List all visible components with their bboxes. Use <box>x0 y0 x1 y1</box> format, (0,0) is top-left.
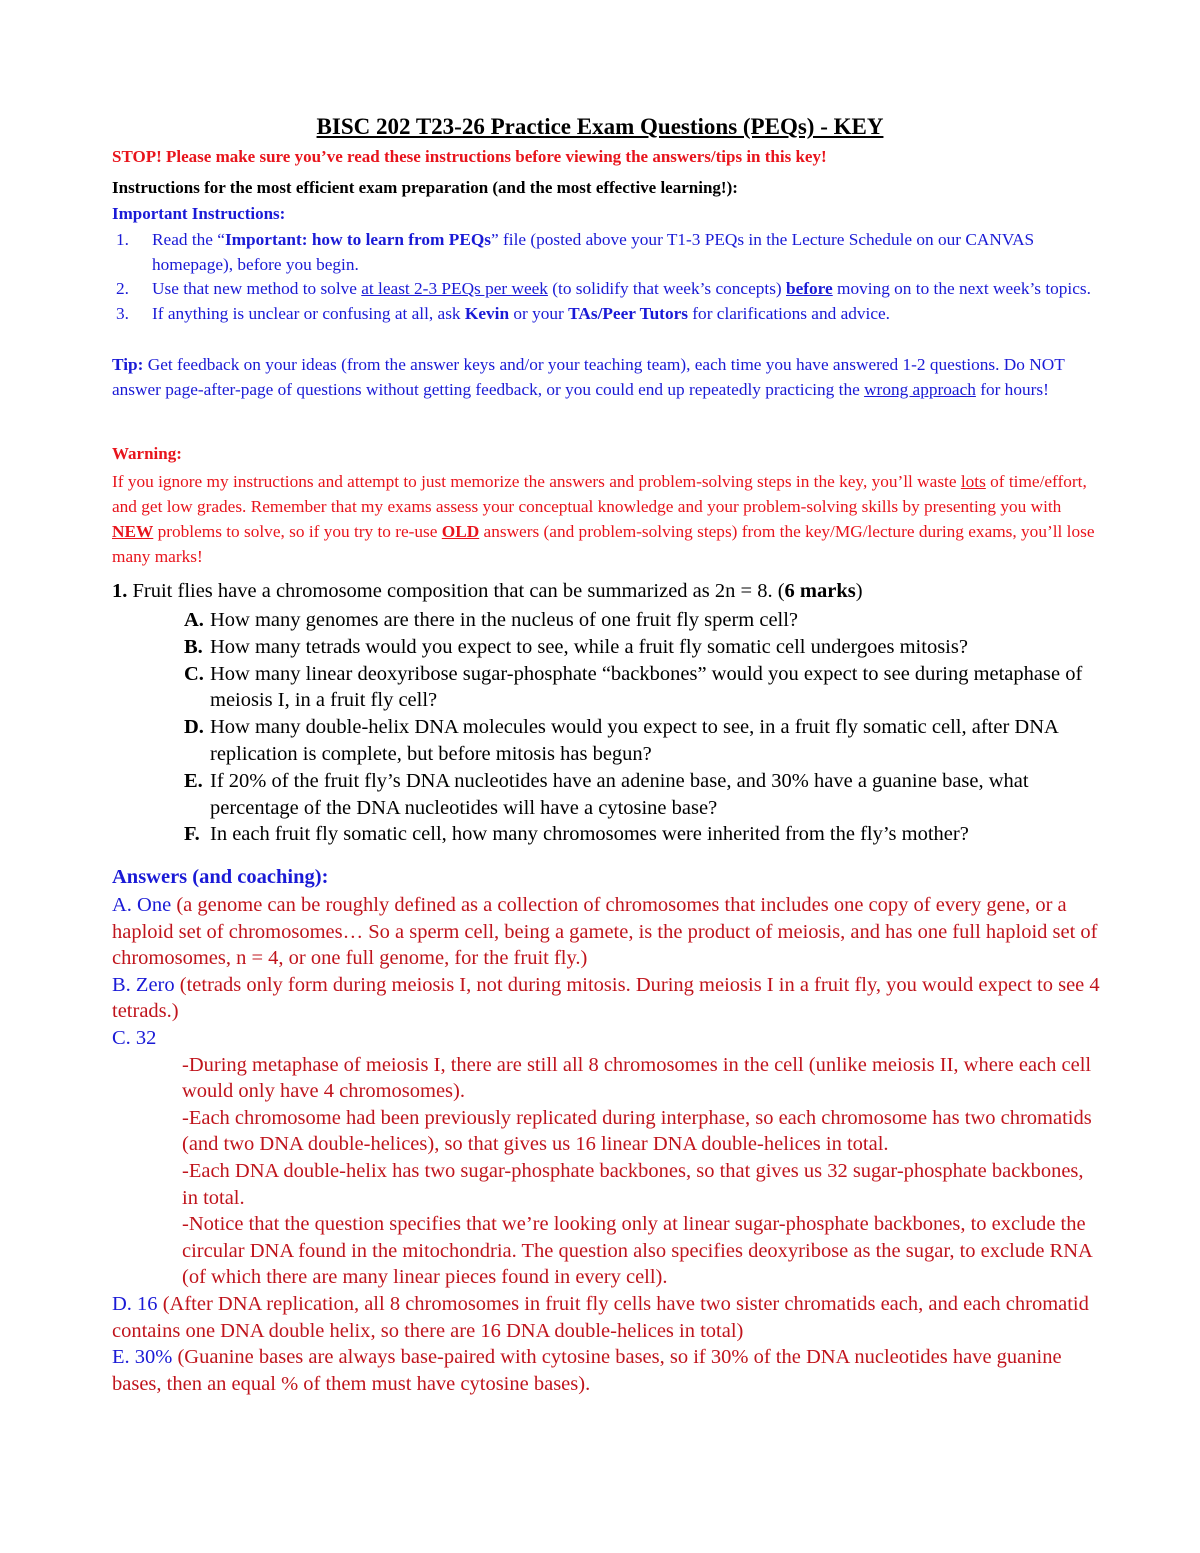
warning-heading: Warning: <box>112 444 182 463</box>
question-part: D. How many double-helix DNA molecules would you expect to see, in a fruit fly somatic cell, after DNA replication is complete, but before mitosis has begun? <box>184 716 1058 765</box>
page-title: BISC 202 T23-26 Practice Exam Questions (PEQs) - KEY <box>316 114 884 139</box>
stop-notice: STOP! Please make sure you’ve read these instructions before viewing the answers/tips in this key! <box>112 147 827 166</box>
answer-c-point: -Notice that the question specifies that we’re looking only at linear sugar-phosphate backbones, to exclude the circular DNA found in the mitochondria. The question also specifies deoxyribose as the sugar, to exclude RNA (of which there are many linear pieces found in every cell). <box>182 1213 1092 1289</box>
answers-heading: Answers (and coaching): <box>112 866 329 888</box>
question-parts <box>184 607 1094 848</box>
instruction-item: 2. Use that new method to solve at least 2-3 PEQs per week (to solidify that week’s concepts) before moving on to the next week’s topics. <box>116 279 1091 298</box>
instructions-heading: Instructions for the most efficient exam preparation (and the most effective learning!): <box>112 178 738 197</box>
question-part: E. If 20% of the fruit fly’s DNA nucleotides have an adenine base, and 30% have a guanine base, what percentage of the DNA nucleotides will have a cytosine base? <box>184 769 1029 819</box>
question-part: C. How many linear deoxyribose sugar-phosphate “backbones” would you expect to see during metaphase of meiosis I, in a fruit fly cell? <box>184 662 1083 712</box>
answer-b: B. Zero (tetrads only form during meiosis I, not during mitosis. During meiosis I in a fruit fly, you would expect to see 4 tetrads.) <box>112 973 1100 1023</box>
question-part: B. How many tetrads would you expect to see, while a fruit fly somatic cell undergoes mitosis? <box>184 635 968 658</box>
answer-a: A. One (a genome can be roughly defined as a collection of chromosomes that includes one copy of every gene, or a haploid set of chromosomes… So a sperm cell, being a gamete, is the product of meiosis, and has one full haploid set of chromosomes, n = 4, or one full genome, for the fruit fly.) <box>112 894 1098 970</box>
answer-c: C. 32 <box>112 1026 157 1049</box>
answers-section <box>112 892 1102 1397</box>
instruction-item: 1. Read the “Important: how to learn from PEQs” file (posted above your T1-3 PEQs in the Lecture Schedule on our CANVAS homepage), before you begin. <box>116 230 1035 274</box>
question-part: F. In each fruit fly somatic cell, how many chromosomes were inherited from the fly’s mother? <box>184 823 969 846</box>
answer-c-point: -Each DNA double-helix has two sugar-phosphate backbones, so that gives us 32 sugar-phosphate backbones, in total. <box>182 1159 1084 1209</box>
tip-paragraph: Tip: Get feedback on your ideas (from the answer keys and/or your teaching team), each time you have answered 1-2 questions. Do NOT answer page-after-page of questions without getting feedback, or you could end up repeatedly practicing the wrong approach for hours! <box>112 355 1065 399</box>
question-intro: 1. Fruit flies have a chromosome composition that can be summarized as 2n = 8. (6 marks) <box>112 580 863 602</box>
answer-e: E. 30% (Guanine bases are always base-paired with cytosine bases, so if 30% of the DNA nucleotides have guanine bases, then an equal % of them must have cytosine bases). <box>112 1346 1062 1395</box>
warning-paragraph: If you ignore my instructions and attempt to just memorize the answers and problem-solving steps in the key, you’ll waste lots of time/effort, and get low grades. Remember that my exams assess your conceptual knowledge and your problem-solving skills by presenting you with NEW problems to solve, so if you try to re-use OLD answers (and problem-solving steps) from the key/MG/lecture during exams, you’ll lose many marks! <box>112 472 1095 566</box>
instructions-list <box>112 228 1092 326</box>
instruction-item: 3. If anything is unclear or confusing at all, ask Kevin or your TAs/Peer Tutors for clarifications and advice. <box>116 303 890 323</box>
important-heading: Important Instructions: <box>112 204 286 223</box>
answer-c-point: -Each chromosome had been previously replicated during interphase, so each chromosome has two chromatids (and two DNA double-helices), so that gives us 16 linear DNA double-helices in total. <box>182 1106 1092 1156</box>
answer-d: D. 16 (After DNA replication, all 8 chromosomes in fruit fly cells have two sister chromatids each, and each chromatid contains one DNA double helix, so there are 16 DNA double-helices in total) <box>112 1292 1089 1342</box>
answer-c-point: -During metaphase of meiosis I, there are still all 8 chromosomes in the cell (unlike meiosis II, where each cell would only have 4 chromosomes). <box>182 1053 1092 1103</box>
question-part: A. How many genomes are there in the nucleus of one fruit fly sperm cell? <box>184 609 799 631</box>
